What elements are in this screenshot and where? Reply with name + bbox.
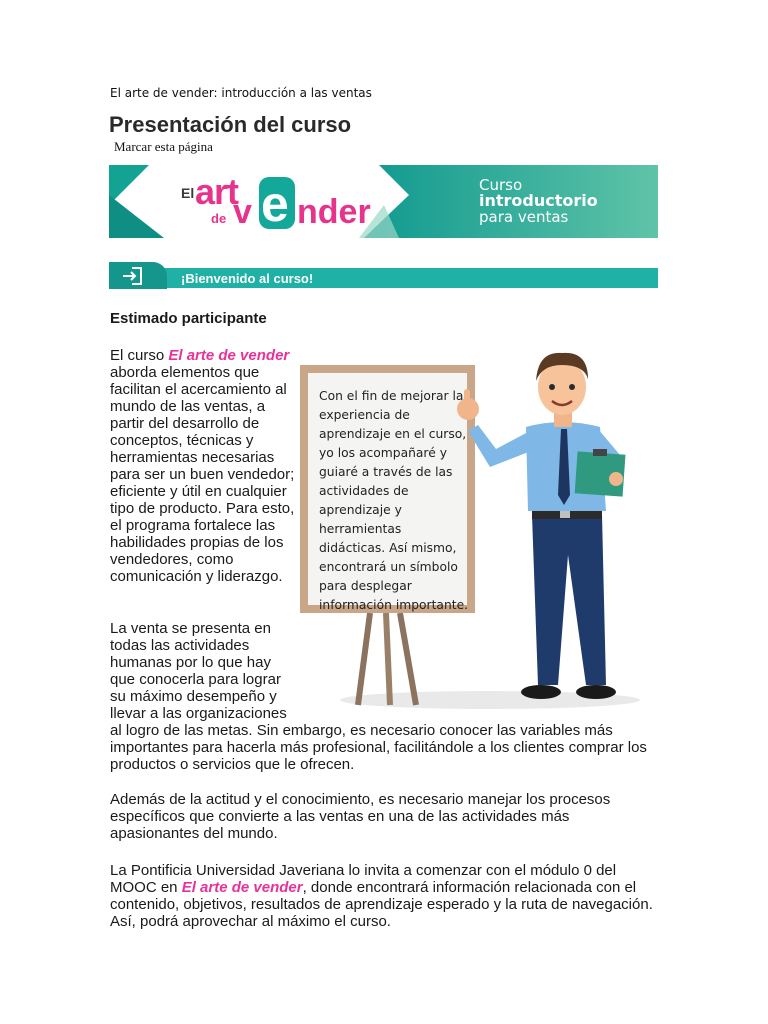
invitation-paragraph xyxy=(110,862,655,930)
course-name-breadcrumb: El arte de vender: introducción a las ventas xyxy=(110,86,372,100)
logo-v-text: v xyxy=(233,193,252,231)
attitude-paragraph: Además de la actitud y el conocimiento, es necesario manejar los procesos específicos que convierte a las ventas en una de las actividades más apasionantes del mundo. xyxy=(110,791,611,842)
easel-board-text: Con el fin de mejorar la experiencia de aprendizaje en el curso, yo los acompañaré y guiaré a través de las actividades de aprendizaje y herramientas didácticas. Así mismo, encontrará un símbolo para desplegar información importante. xyxy=(319,389,469,612)
banner-tagline xyxy=(479,177,598,225)
logo-e-text: e xyxy=(261,176,289,232)
logo-nder-text: nder xyxy=(297,193,371,231)
invitation-rest: , donde encontrará información relacionada con el contenido, objetivos, resultados de aprendizaje esperado y la ruta de navegación. Así, podrá aprovechar al máximo el curso. xyxy=(110,879,653,930)
intro-rest: aborda elementos que facilitan el acercamiento al mundo de las ventas, a partir del desarrollo de conceptos, técnicas y herramientas necesarias para ser un buen vendedor; eficiente y útil en cualquier tipo de producto. Para esto, el programa fortalece las habilidades propias de los vendedores, como comunicación y liderazgo. xyxy=(110,364,295,585)
tagline-line-3: para ventas xyxy=(479,208,569,226)
logo-art-text: art xyxy=(195,171,239,212)
logo-el-text: El xyxy=(181,185,195,201)
welcome-bar xyxy=(109,262,658,289)
tagline-line-2: introductorio xyxy=(479,191,598,210)
welcome-text: ¡Bienvenido al curso! xyxy=(181,271,314,286)
intro-paragraph xyxy=(110,347,295,585)
bookmark-link[interactable]: Marcar esta página xyxy=(114,139,213,154)
sales-paragraph-end: al logro de las metas. Sin embargo, es necesario conocer las variables más importantes para hacerla más profesional, facilitándole a los clientes comprar los productos o servicios que le ofrecen. xyxy=(110,722,647,773)
sales-paragraph-start: La venta se presenta en todas las actividades humanas por lo que hay que conocerla para lograr su máximo desempeño y llevar a las organizaciones xyxy=(110,620,287,722)
greeting-heading: Estimado participante xyxy=(110,310,267,327)
logo-de-text: de xyxy=(211,211,227,226)
intro-lead: El curso xyxy=(110,347,169,364)
course-name-highlight: El arte de vender xyxy=(168,347,290,364)
course-name-highlight-2: El arte de vender xyxy=(181,879,303,896)
guide-illustration xyxy=(300,345,658,715)
course-banner xyxy=(109,165,658,238)
invitation-lead: La Pontificia Universidad Javeriana lo invita a comenzar con el módulo 0 del MOOC en xyxy=(110,862,617,896)
tagline-line-1: Curso xyxy=(479,176,523,194)
login-arrow-icon xyxy=(121,266,145,286)
page-title: Presentación del curso xyxy=(109,112,352,137)
